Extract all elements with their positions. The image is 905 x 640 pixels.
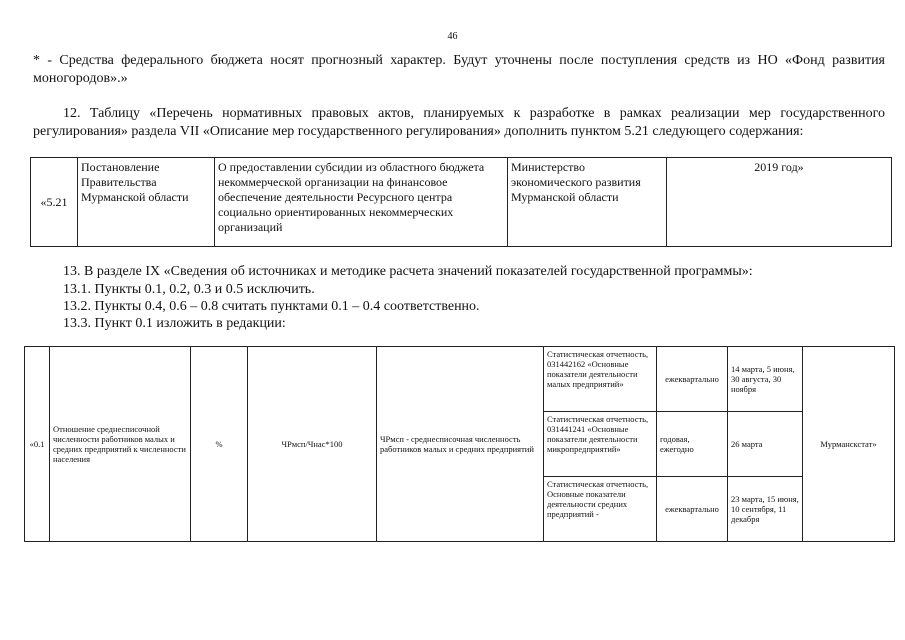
agency-cell: Мурманскстат» <box>803 347 895 542</box>
act-date-cell: 2019 год» <box>667 158 892 247</box>
item-13-2: 13.2. Пункты 0.4, 0.6 – 0.8 считать пунктами 0.1 – 0.4 соответственно. <box>63 299 480 314</box>
periodicity-cell: ежеквартально <box>657 347 728 412</box>
source-cell: Статистическая отчетность, 031442162 «Основные показатели деятельности малых предприятий» <box>544 347 657 412</box>
indicator-name-cell: Отношение среднесписочной численности работников малых и средних предприятий к численности населения <box>50 347 191 542</box>
item-13-heading: 13. В разделе IX «Сведения об источниках и методике расчета значений показателей государственной программы»: <box>63 264 753 279</box>
item-13-1: 13.1. Пункты 0.1, 0.2, 0.3 и 0.5 исключить. <box>63 282 315 297</box>
dates-cell: 23 марта, 15 июня, 10 сентября, 11 декабря <box>728 477 803 542</box>
source-cell: Статистическая отчетность, Основные показатели деятельности средних предприятий - <box>544 477 657 542</box>
periodicity-cell: ежеквартально <box>657 477 728 542</box>
page-number: 46 <box>447 31 458 42</box>
legal-acts-table <box>30 157 892 247</box>
table-row <box>31 158 892 247</box>
indicator-formula-cell: ЧРмсп/Чнас*100 <box>248 347 377 542</box>
indicator-unit-cell: % <box>191 347 248 542</box>
dates-cell: 14 марта, 5 июня, 30 августа, 30 ноября <box>728 347 803 412</box>
indicator-definition-cell: ЧРмсп - среднесписочная численность работников малых и средних предприятий <box>377 347 544 542</box>
act-type-cell: Постановление Правительства Мурманской области <box>78 158 215 247</box>
act-name-cell: О предоставлении субсидии из областного бюджета некоммерческой организации на финансовое обеспечение деятельности Ресурсного центра социально ориентированных некоммерческих организаций <box>215 158 508 247</box>
budget-footnote: * - Средства федерального бюджета носят прогнозный характер. Будут уточнены после поступления средств из НО «Фонд развития моногородов».» <box>33 53 885 86</box>
dates-cell: 26 марта <box>728 412 803 477</box>
item-12-paragraph: 12. Таблицу «Перечень нормативных правовых актов, планируемых к разработке в рамках реализации мер государственного регулирования» раздела VII «Описание мер государственного регулирования» дополнить пунктом 5.21 следующего содержания: <box>33 106 885 139</box>
table-row <box>25 347 895 412</box>
item-13-3: 13.3. Пункт 0.1 изложить в редакции: <box>63 316 286 331</box>
act-responsible-cell: Министерство экономического развития Мурманской области <box>508 158 667 247</box>
act-number-cell: «5.21 <box>31 158 78 247</box>
source-cell: Статистическая отчетность, 031441241 «Основные показатели деятельности микропредприятий» <box>544 412 657 477</box>
periodicity-cell: годовая, ежегодно <box>657 412 728 477</box>
indicator-number-cell: «0.1 <box>25 347 50 542</box>
indicator-sources-table <box>24 346 895 542</box>
